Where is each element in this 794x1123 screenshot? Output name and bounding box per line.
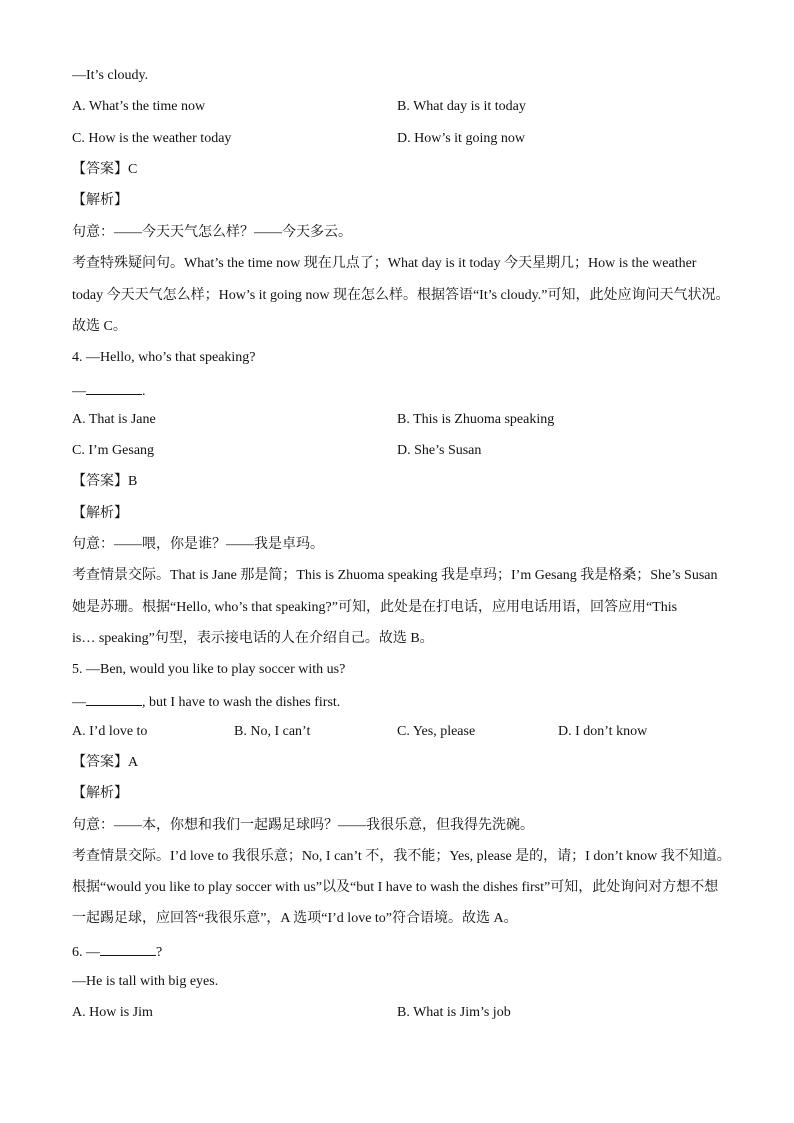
q5-explanation-line-2: 根据“would you like to play soccer with us”以及“but I have to wash the dishes first”可知，此处询问对方想不想 <box>72 880 719 895</box>
q5-analysis-tag: 【解析】 <box>72 786 128 801</box>
q3-answer-line: —It’s cloudy. <box>72 68 149 83</box>
q6-options-row <box>72 1003 732 1023</box>
q4-analysis-tag: 【解析】 <box>72 506 128 521</box>
q3-explanation-line-1: 考查特殊疑问句。What’s the time now 现在几点了；What day is it today 今天星期几；How is the weather <box>72 256 697 271</box>
q3-option-c: C. How is the weather today <box>72 131 232 146</box>
q5-option-c: C. Yes, please <box>397 724 476 739</box>
q3-option-b: B. What day is it today <box>397 99 526 114</box>
q4-option-c: C. I’m Gesang <box>72 443 155 458</box>
q6-question-prefix: 6. — <box>72 945 100 960</box>
q4-meaning: 句意：——喂，你是谁？——我是卓玛。 <box>72 537 324 552</box>
q3-answer-tag: 【答案】C <box>72 162 138 177</box>
q3-explanation-line-2: today 今天天气怎么样；How’s it going now 现在怎么样。根据答语“It’s cloudy.”可知，此处应询问天气状况。 <box>72 288 730 303</box>
q5-option-d: D. I don’t know <box>558 724 648 739</box>
q5-answer-line <box>72 691 340 713</box>
q4-answer-suffix: . <box>142 384 146 399</box>
q3-option-d: D. How’s it going now <box>397 131 525 146</box>
q4-answer-tag: 【答案】B <box>72 474 138 489</box>
q5-option-b: B. No, I can’t <box>234 724 311 739</box>
q5-options-row <box>72 722 732 742</box>
q5-answer-tag: 【答案】A <box>72 755 139 770</box>
q6-option-a: A. How is Jim <box>72 1005 153 1020</box>
q4-option-b: B. This is Zhuoma speaking <box>397 412 555 427</box>
q5-meaning: 句意：——本，你想和我们一起踢足球吗？——我很乐意，但我得先洗碗。 <box>72 818 534 833</box>
q5-answer-suffix: , but I have to wash the dishes first. <box>142 695 341 710</box>
q4-option-d: D. She’s Susan <box>397 443 482 458</box>
q5-option-a: A. I’d love to <box>72 724 148 739</box>
q5-answer-blank <box>86 691 142 706</box>
q6-option-b: B. What is Jim’s job <box>397 1005 511 1020</box>
q4-answer-line <box>72 380 146 402</box>
q4-explanation-line-3: is… speaking”句型，表示接电话的人在介绍自己。故选 B。 <box>72 631 434 646</box>
q4-options-row-1 <box>72 410 732 430</box>
q4-options-row-2 <box>72 441 732 461</box>
q3-explanation-line-3: 故选 C。 <box>72 319 127 334</box>
q5-question: 5. —Ben, would you like to play soccer with us? <box>72 662 346 677</box>
q4-explanation-line-2: 她是苏珊。根据“Hello, who’s that speaking?”可知，此处是在打电话，应用电话用语，回答应用“This <box>72 600 678 615</box>
q6-question-suffix: ? <box>156 945 163 960</box>
q6-question-blank <box>100 941 156 956</box>
q5-explanation-line-1: 考查情景交际。I’d love to 我很乐意；No, I can’t 不，我不能；Yes, please 是的，请；I don’t know 我不知道。 <box>72 849 731 864</box>
q4-option-a: A. That is Jane <box>72 412 156 427</box>
q4-question: 4. —Hello, who’s that speaking? <box>72 350 256 365</box>
q3-options-row-2 <box>72 129 732 149</box>
q3-options-row-1 <box>72 97 732 117</box>
q3-option-a: A. What’s the time now <box>72 99 206 114</box>
q3-meaning: 句意：——今天天气怎么样？——今天多云。 <box>72 225 352 240</box>
q4-explanation-line-1: 考查情景交际。That is Jane 那是简；This is Zhuoma speaking 我是卓玛；I’m Gesang 我是格桑；She’s Susan <box>72 568 718 583</box>
q6-question <box>72 941 162 963</box>
q5-answer-prefix: — <box>72 695 86 710</box>
q4-answer-blank <box>86 380 142 395</box>
q3-analysis-tag: 【解析】 <box>72 193 128 208</box>
q6-answer-line: —He is tall with big eyes. <box>72 974 219 989</box>
q4-answer-prefix: — <box>72 384 86 399</box>
q5-explanation-line-3: 一起踢足球，应回答“我很乐意”，A 选项“I’d love to”符合语境。故选 A。 <box>72 911 518 926</box>
